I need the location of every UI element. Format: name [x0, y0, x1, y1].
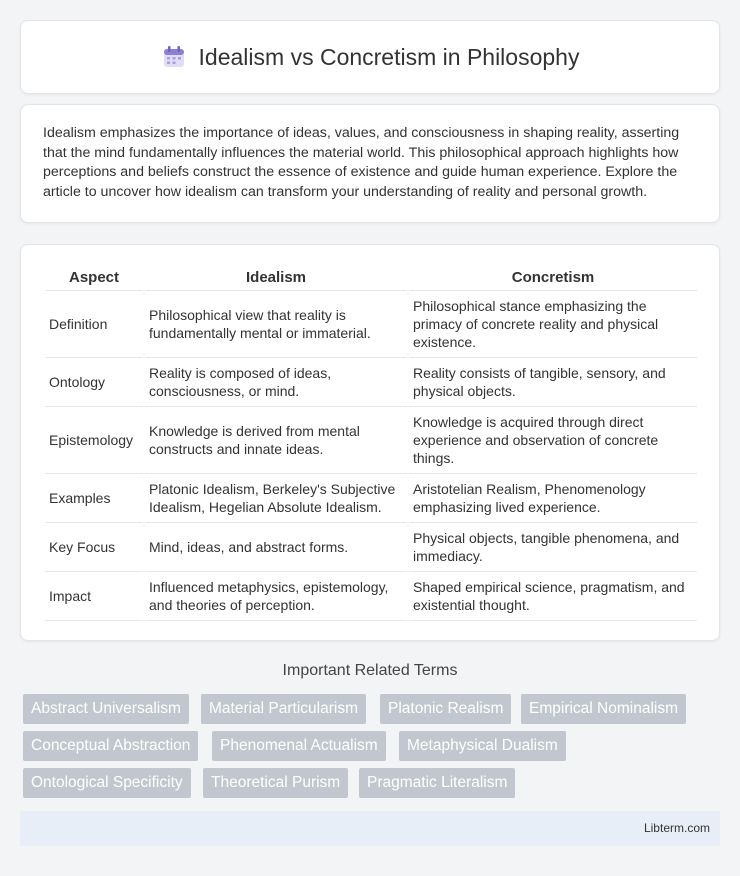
- related-term-tag[interactable]: Abstract Universalism: [23, 694, 189, 724]
- intro-card: [20, 104, 720, 223]
- comparison-table: [43, 265, 699, 621]
- related-term-tag[interactable]: Metaphysical Dualism: [399, 731, 566, 761]
- calendar-icon: [161, 44, 187, 70]
- related-term-tag[interactable]: Ontological Specificity: [23, 768, 191, 798]
- cell-concretism: Reality consists of tangible, sensory, and physical objects.: [409, 358, 697, 407]
- cell-aspect: Key Focus: [45, 523, 143, 572]
- cell-aspect: Impact: [45, 572, 143, 621]
- table-header-row: [45, 265, 697, 291]
- table-row: [45, 407, 697, 474]
- cell-idealism: Platonic Idealism, Berkeley's Subjective Idealism, Hegelian Absolute Idealism.: [145, 474, 407, 523]
- related-term-tag[interactable]: Pragmatic Literalism: [359, 768, 515, 798]
- related-terms-title: Important Related Terms: [282, 662, 458, 679]
- cell-aspect: Definition: [45, 291, 143, 358]
- cell-aspect: Ontology: [45, 358, 143, 407]
- cell-aspect: Examples: [45, 474, 143, 523]
- cell-idealism: Influenced metaphysics, epistemology, and theories of perception.: [145, 572, 407, 621]
- page-title: Idealism vs Concretism in Philosophy: [198, 43, 580, 70]
- cell-concretism: Shaped empirical science, pragmatism, and existential thought.: [409, 572, 697, 621]
- cell-concretism: Physical objects, tangible phenomena, and immediacy.: [409, 523, 697, 572]
- table-row: [45, 474, 697, 523]
- cell-idealism: Philosophical view that reality is fundamentally mental or immaterial.: [145, 291, 407, 358]
- title-card: [20, 20, 720, 94]
- related-term-tag[interactable]: Platonic Realism: [380, 694, 511, 724]
- related-term-tag[interactable]: Conceptual Abstraction: [23, 731, 198, 761]
- column-header-idealism: Idealism: [145, 265, 407, 291]
- table-row: [45, 358, 697, 407]
- cell-idealism: Mind, ideas, and abstract forms.: [145, 523, 407, 572]
- cell-concretism: Aristotelian Realism, Phenomenology emphasizing lived experience.: [409, 474, 697, 523]
- cell-idealism: Reality is composed of ideas, consciousness, or mind.: [145, 358, 407, 407]
- cell-idealism: Knowledge is derived from mental constructs and innate ideas.: [145, 407, 407, 474]
- related-term-tag[interactable]: Material Particularism: [201, 694, 366, 724]
- comparison-table-card: [20, 244, 720, 641]
- cell-aspect: Epistemology: [45, 407, 143, 474]
- table-row: [45, 523, 697, 572]
- cell-concretism: Knowledge is acquired through direct experience and observation of concrete things.: [409, 407, 697, 474]
- related-term-tag[interactable]: Phenomenal Actualism: [212, 731, 386, 761]
- cell-concretism: Philosophical stance emphasizing the primacy of concrete reality and physical existence.: [409, 291, 697, 358]
- related-term-tag[interactable]: Empirical Nominalism: [521, 694, 686, 724]
- table-row: [45, 572, 697, 621]
- column-header-concretism: Concretism: [409, 265, 697, 291]
- related-term-tag[interactable]: Theoretical Purism: [203, 768, 348, 798]
- footer: [20, 811, 720, 846]
- footer-site-link[interactable]: Libterm.com: [643, 821, 710, 835]
- table-row: [45, 291, 697, 358]
- intro-text: Idealism emphasizes the importance of ideas, values, and consciousness in shaping reality, asserting that the mind fundamentally influences the material world. This philosophical approach highlights how perceptions and beliefs construct the essence of existence and guide human experience. Explore the article to uncover how idealism can transform your understanding of reality and personal growth.: [43, 125, 680, 200]
- column-header-aspect: Aspect: [45, 265, 143, 291]
